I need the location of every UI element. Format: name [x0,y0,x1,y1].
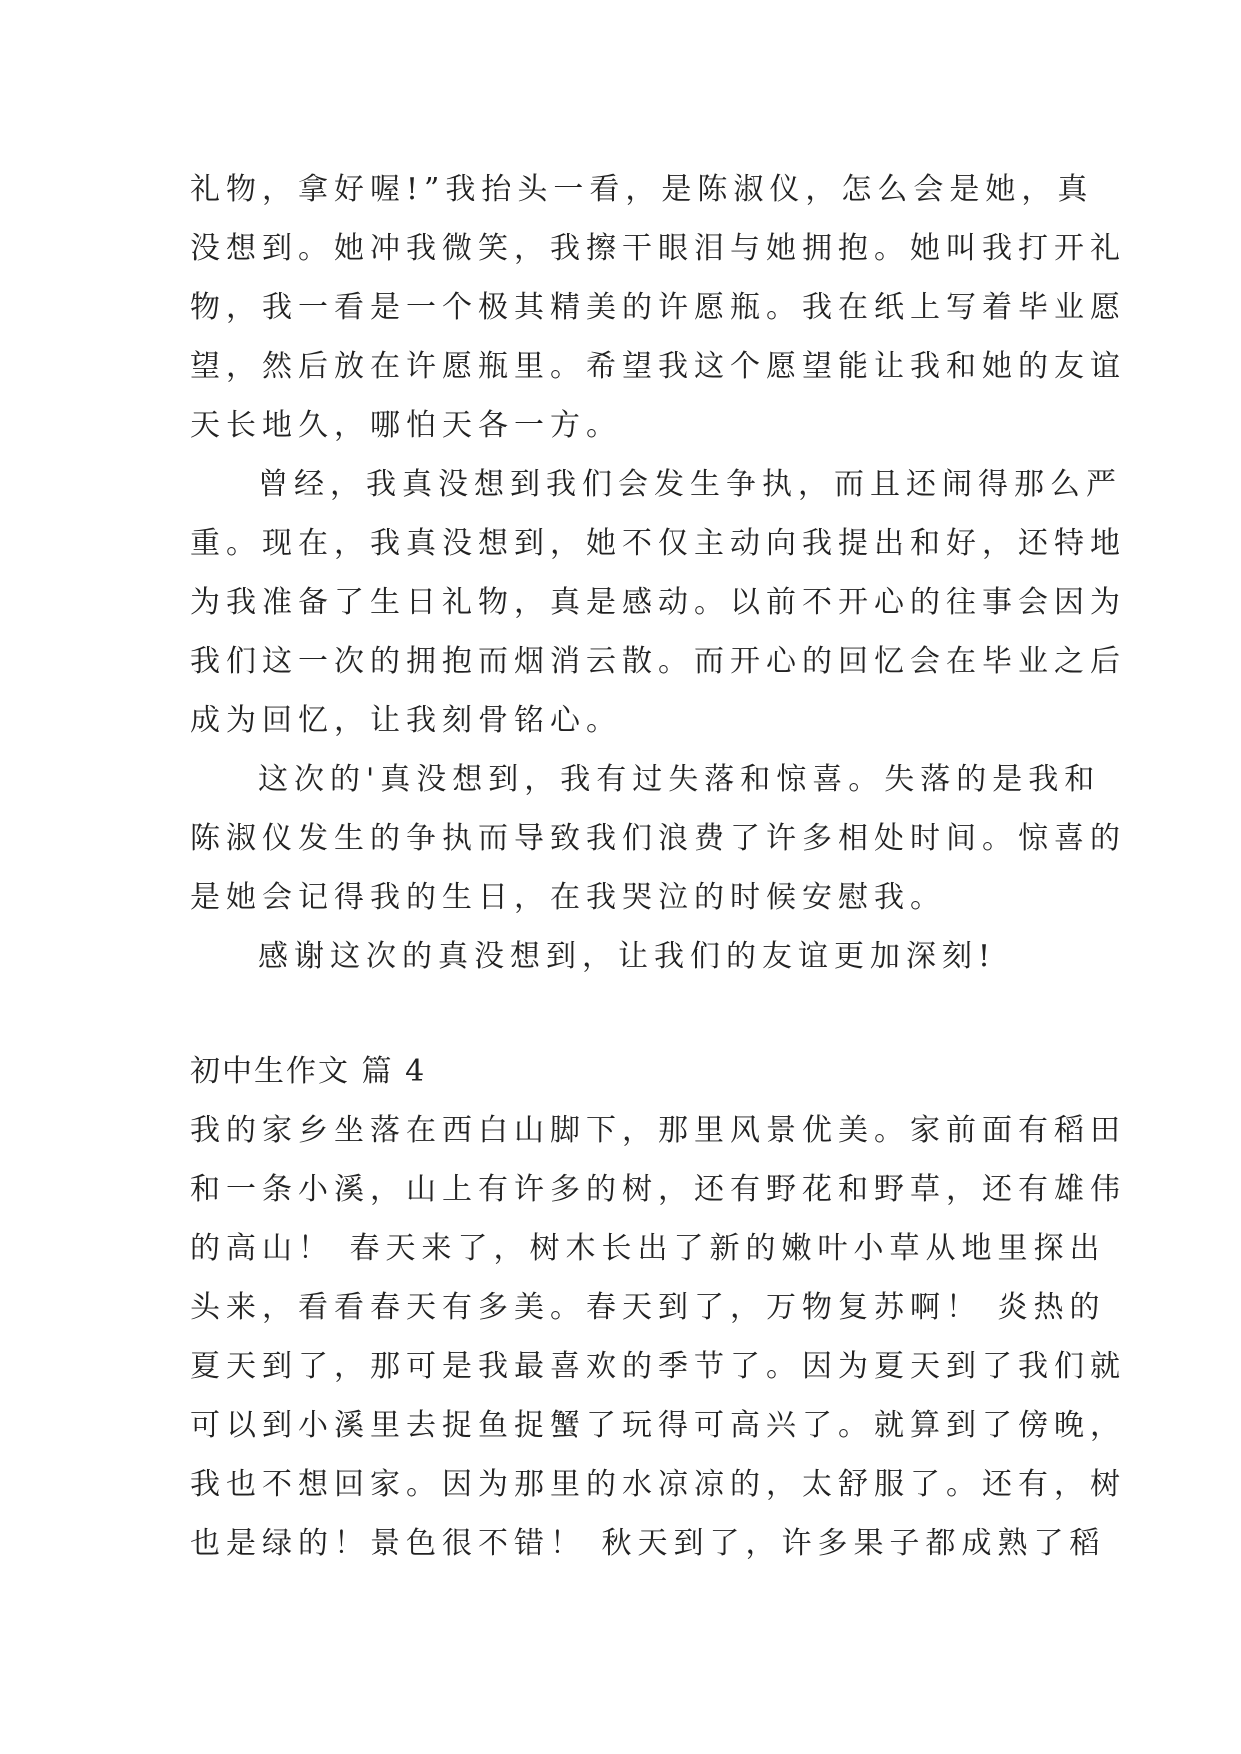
text-line: 礼物，拿好喔!”我抬头一看，是陈淑仪，怎么会是她，真 [190,172,1094,207]
text-line: 成为回忆，让我刻骨铭心。 [190,703,622,738]
text-line: 我的家乡坐落在西白山脚下，那里风景优美。家前面有稻田 [190,1113,1126,1148]
text-line: 物，我一看是一个极其精美的许愿瓶。我在纸上写着毕业愿 [190,290,1126,325]
document-body [190,160,1126,1573]
text-line: 的高山！ 春天来了，树木长出了新的嫩叶小草从地里探出 [190,1231,1106,1266]
text-line: 是她会记得我的生日，在我哭泣的时候安慰我。 [190,880,946,915]
paragraph-reflection [190,455,1126,750]
text-line: 夏天到了，那可是我最喜欢的季节了。因为夏天到了我们就 [190,1349,1126,1384]
text-line: 我们这一次的拥抱而烟消云散。而开心的回忆会在毕业之后 [190,644,1126,679]
text-line: 也是绿的！景色很不错！ 秋天到了，许多果子都成熟了稻 [190,1526,1106,1561]
text-line: 天长地久，哪怕天各一方。 [190,408,622,443]
paragraph-gift [190,160,1126,455]
section-spacer [190,986,1070,1042]
text-line: 为我准备了生日礼物，真是感动。以前不开心的往事会因为 [190,585,1126,620]
text-line: 陈淑仪发生的争执而导致我们浪费了许多相处时间。惊喜的 [190,821,1126,856]
text-line: 感谢这次的真没想到，让我们的友谊更加深刻! [258,939,997,974]
paragraph-surprise [190,750,1126,927]
text-line: 曾经，我真没想到我们会发生争执，而且还闹得那么严 [258,467,1122,502]
text-line: 没想到。她冲我微笑，我擦干眼泪与她拥抱。她叫我打开礼 [190,231,1126,266]
paragraph-thanks [190,927,1070,986]
text-line: 可以到小溪里去捉鱼捉蟹了玩得可高兴了。就算到了傍晚， [190,1408,1126,1443]
text-line: 这次的'真没想到，我有过失落和惊喜。失落的是我和 [258,762,1101,797]
paragraph-hometown [190,1101,1126,1573]
text-line: 望，然后放在许愿瓶里。希望我这个愿望能让我和她的友谊 [190,349,1126,384]
text-line: 我也不想回家。因为那里的水凉凉的，太舒服了。还有，树 [190,1467,1126,1502]
text-line: 重。现在，我真没想到，她不仅主动向我提出和好，还特地 [190,526,1126,561]
essay-heading: 初中生作文 篇 4 [190,1054,427,1089]
text-line: 和一条小溪，山上有许多的树，还有野花和野草，还有雄伟 [190,1172,1126,1207]
text-line: 头来，看看春天有多美。春天到了，万物复苏啊！ 炎热的 [190,1290,1106,1325]
